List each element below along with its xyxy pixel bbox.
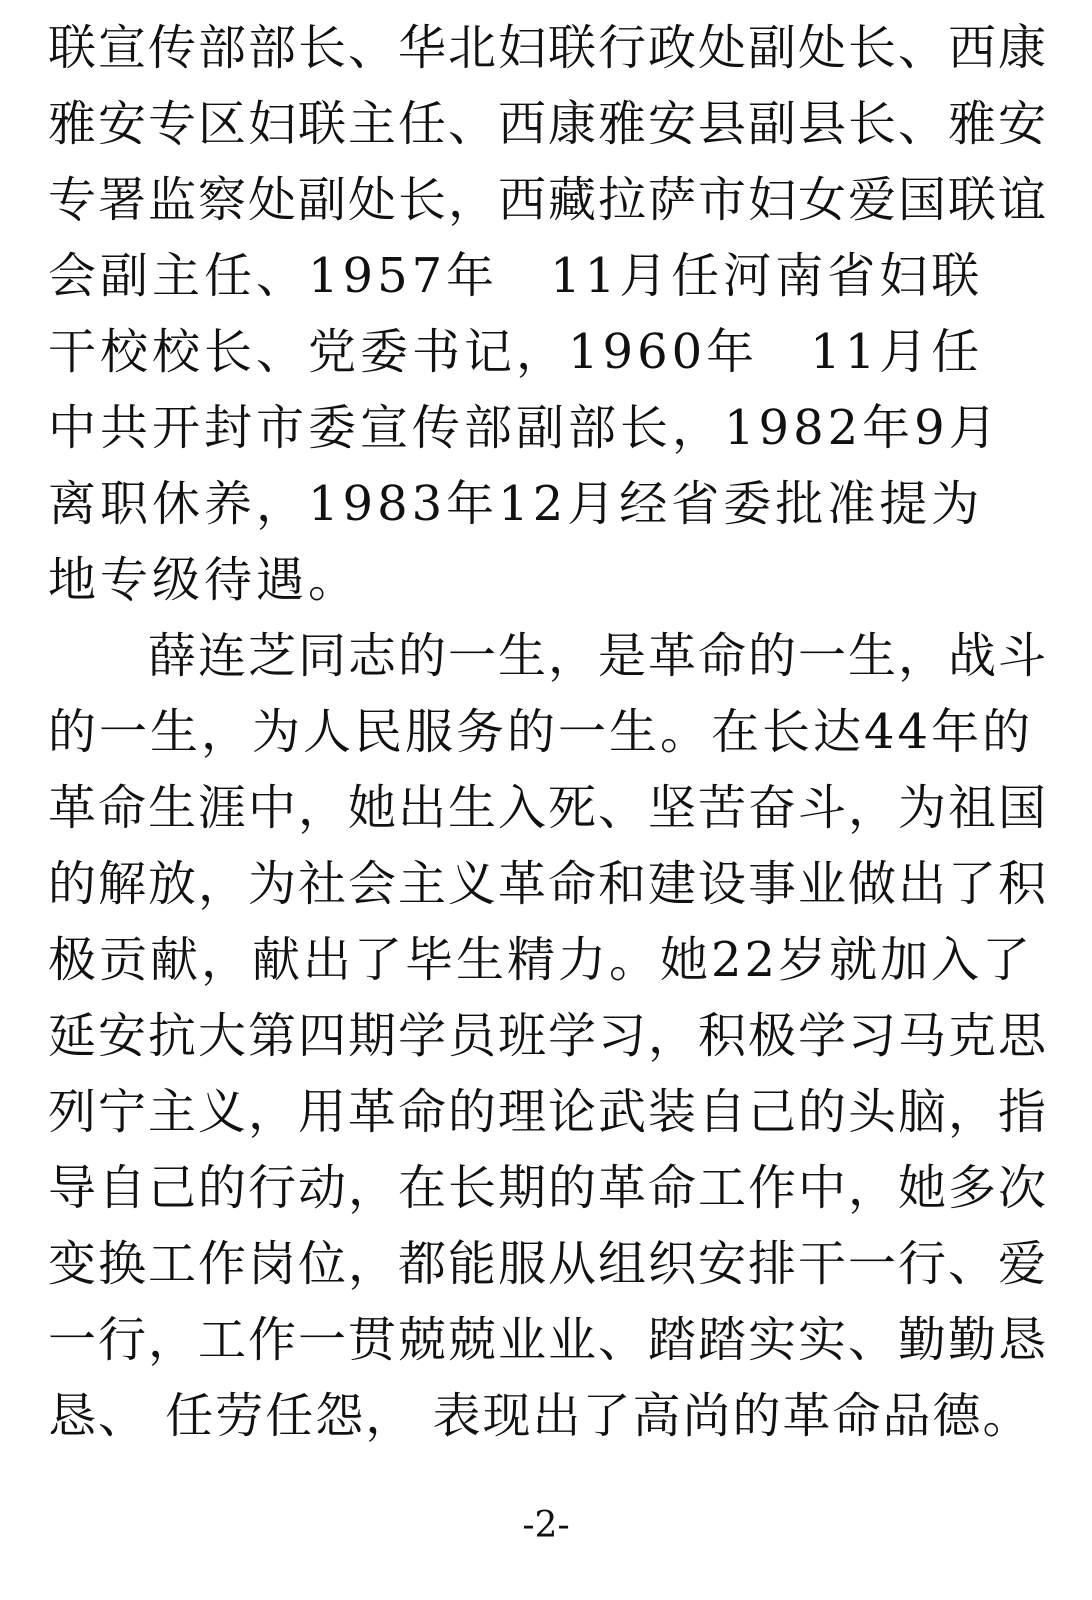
text-line: 极贡献，献出了毕生精力。她22岁就加入了 [48,932,1034,988]
page-number: -2- [522,1505,570,1546]
text-line: 恳、 任劳任怨， 表现出了高尚的革命品德。 [48,1388,1033,1444]
text-line: 中共开封市委宣传部副部长，1982年9月 [48,400,1001,456]
text-line: 会副主任、1957年 11月任河南省妇联 [48,248,984,304]
text-line: 薛连芝同志的一生，是革命的一生，战斗 [48,628,1049,684]
text-line: 干校校长、党委书记，1960年 11月任 [48,324,984,380]
text-line: 一行，工作一贯兢兢业业、踏踏实实、勤勤恳 [48,1312,1049,1368]
text-line: 列宁主义，用革命的理论武装自己的头脑，指 [48,1084,1049,1140]
text-line: 延安抗大第四期学员班学习，积极学习马克思 [48,1008,1049,1064]
text-line: 联宣传部部长、华北妇联行政处副处长、西康 [48,20,1049,76]
body-text [48,10,1048,1454]
text-line: 专署监察处副处长，西藏拉萨市妇女爱国联谊 [48,172,1049,228]
text-line: 革命生涯中，她出生入死、坚苦奋斗，为祖国 [48,780,1049,836]
text-line: 的解放，为社会主义革命和建设事业做出了积 [48,856,1049,912]
text-line: 导自己的行动，在长期的革命工作中，她多次 [48,1160,1049,1216]
text-line: 地专级待遇。 [48,552,361,608]
text-line: 的一生，为人民服务的一生。在长达44年的 [48,704,1034,760]
text-line: 雅安专区妇联主任、西康雅安县副县长、雅安 [48,96,1049,152]
text-line: 离职休养，1983年12月经省委批准提为 [48,476,984,532]
text-line: 变换工作岗位，都能服从组织安排干一行、爱 [48,1236,1049,1292]
